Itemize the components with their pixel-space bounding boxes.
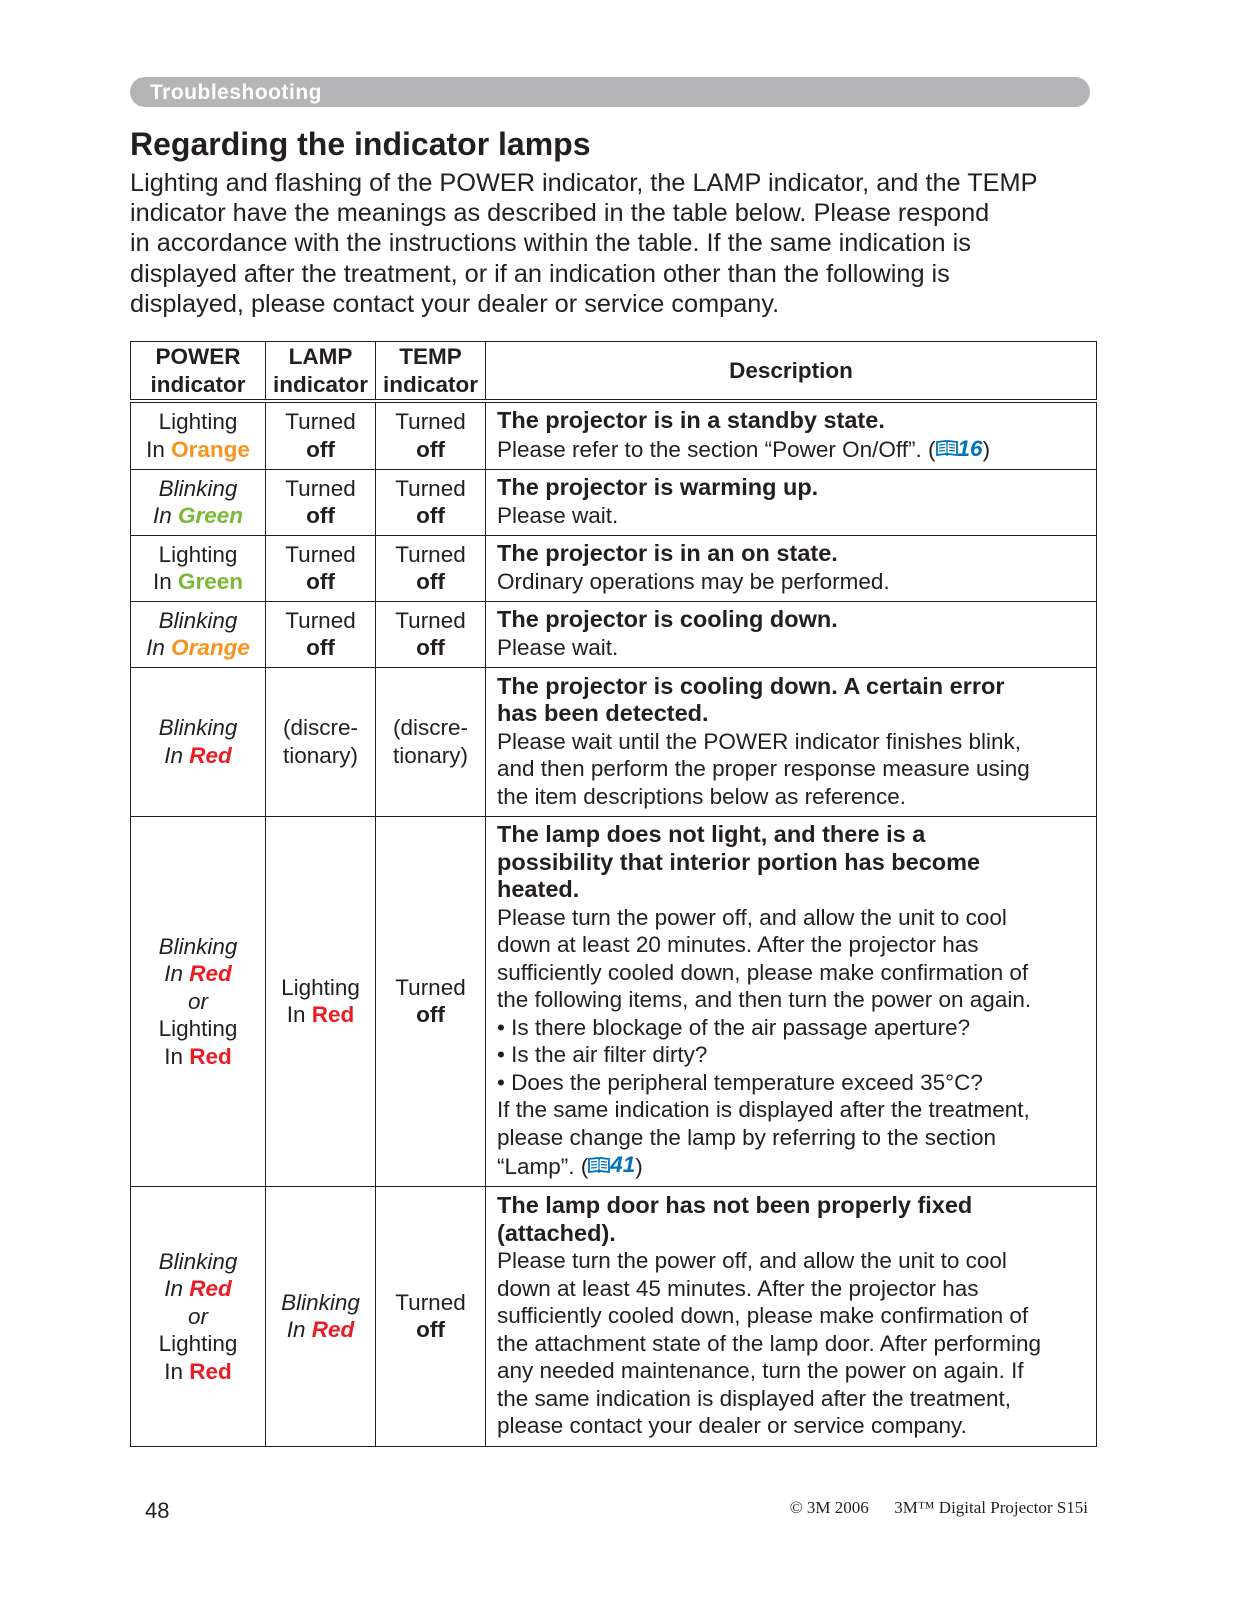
cell-text: off <box>306 569 335 595</box>
lamp-indicator-cell <box>266 1186 376 1446</box>
cell-text: In <box>164 1358 190 1384</box>
description-cell <box>486 816 1097 1186</box>
description-body-line <box>497 932 979 957</box>
power-indicator-cell <box>131 535 266 601</box>
intro-line: indicator have the meanings as described in the table below. Please respond <box>130 199 990 228</box>
cell-text: and then perform the proper response measure using <box>497 756 1030 781</box>
cell-text: Please wait. <box>497 634 619 660</box>
description-body-line <box>497 784 906 809</box>
cell-text: In <box>146 635 172 661</box>
table-row <box>131 816 1097 1186</box>
book-reference-icon <box>588 1156 610 1174</box>
cell-text: off <box>416 569 445 595</box>
description-body-line <box>497 437 990 462</box>
lamp-indicator-cell <box>266 401 376 469</box>
power-indicator-cell <box>131 469 266 535</box>
colored-text: Red <box>311 1002 355 1028</box>
cell-text: the same indication is displayed after the treatment, <box>497 1385 1012 1411</box>
cell-text: Turned <box>285 607 356 633</box>
cell-text: In <box>152 503 178 529</box>
description-body-line <box>497 1386 1011 1411</box>
cell-text: off <box>416 503 445 529</box>
footer-credits <box>790 1498 1088 1518</box>
section-label: Troubleshooting <box>150 81 322 104</box>
lamp-indicator-cell <box>266 469 376 535</box>
cell-text: down at least 45 minutes. After the projector has <box>497 1275 979 1301</box>
intro-line: Lighting and flashing of the POWER indicator, the LAMP indicator, and the TEMP <box>130 169 1038 197</box>
description-body-line <box>497 635 618 660</box>
description-body-line <box>497 1070 983 1095</box>
colored-text: Red <box>189 1043 232 1069</box>
description-body-line <box>497 729 1021 754</box>
intro-line: displayed, please contact your dealer or service company. <box>130 289 780 318</box>
cell-text: In <box>146 436 172 462</box>
cell-text: In <box>286 1002 312 1028</box>
cell-text: Please turn the power off, and allow the unit to cool <box>497 904 1007 930</box>
table-row <box>131 1186 1097 1446</box>
description-headline: The projector is cooling down. <box>497 606 838 633</box>
cell-text: Turned <box>395 974 466 1000</box>
colored-text: Orange <box>171 436 250 462</box>
cell-text: In <box>152 569 178 595</box>
description-body-line <box>497 1303 1028 1328</box>
header-temp <box>376 342 486 402</box>
cell-text: Blinking <box>158 1248 238 1274</box>
cell-text: Turned <box>285 409 356 435</box>
cell-text: Turned <box>395 409 466 435</box>
cell-text: off <box>306 503 335 529</box>
temp-indicator-cell <box>376 1186 486 1446</box>
description-body-line <box>497 960 1028 985</box>
table-row <box>131 667 1097 816</box>
copyright: © 3M 2006 <box>789 1498 869 1517</box>
cell-text: “Lamp”. ( <box>497 1153 589 1179</box>
cell-text: down at least 20 minutes. After the projector has <box>497 932 979 958</box>
cell-text: off <box>306 635 335 661</box>
cell-text: or <box>187 988 208 1014</box>
description-body-line <box>497 1248 1007 1273</box>
section-header-bar <box>130 77 1090 107</box>
header-power <box>131 342 266 402</box>
lamp-indicator-cell <box>266 667 376 816</box>
cell-text: ) <box>982 437 991 463</box>
temp-indicator-cell <box>376 816 486 1186</box>
power-indicator-cell <box>131 667 266 816</box>
table-row <box>131 401 1097 469</box>
description-body-line <box>497 987 1031 1012</box>
cell-text: off <box>416 436 445 462</box>
cell-text: off <box>416 635 445 661</box>
description-body-line <box>497 1331 1041 1356</box>
cell-text: Ordinary operations may be performed. <box>497 568 890 594</box>
description-headline: The lamp does not light, and there is a <box>497 821 926 848</box>
book-reference-icon <box>936 439 958 457</box>
cell-text: Blinking <box>281 1289 360 1315</box>
cell-text: • Is the air filter dirty? <box>497 1042 708 1068</box>
description-headline: The projector is in an on state. <box>497 540 838 567</box>
description-cell <box>486 1186 1097 1446</box>
header-power-line: POWER <box>155 344 241 369</box>
description-headline: The lamp door has not been properly fixed <box>497 1192 973 1218</box>
page-number: 48 <box>145 1498 170 1523</box>
cell-text: Lighting <box>158 1016 238 1041</box>
description-cell <box>486 667 1097 816</box>
description-body-line <box>497 1097 1030 1122</box>
cell-text: Please turn the power off, and allow the unit to cool <box>497 1248 1007 1273</box>
cell-text: • Is there blockage of the air passage aperture? <box>497 1014 971 1040</box>
cell-text: the attachment state of the lamp door. After performing <box>497 1330 1042 1356</box>
description-headline: (attached). <box>497 1219 616 1246</box>
cell-text: Turned <box>285 541 356 567</box>
cell-text: please contact your dealer or service company. <box>497 1413 967 1438</box>
reference-page-number: 41 <box>610 1152 636 1178</box>
temp-indicator-cell <box>376 469 486 535</box>
description-headline: heated. <box>497 876 580 903</box>
header-temp-line: TEMP <box>399 344 462 369</box>
cell-text: off <box>416 1317 445 1343</box>
description-body-line <box>497 905 1007 930</box>
page-reference <box>936 435 983 463</box>
power-indicator-cell <box>131 816 266 1186</box>
cell-text: sufficiently cooled down, please make confirmation of <box>497 959 1029 985</box>
intro-paragraph <box>130 168 1100 319</box>
intro-line: in accordance with the instructions within the table. If the same indication is <box>130 229 971 258</box>
description-cell <box>486 535 1097 601</box>
cell-text: off <box>416 1002 445 1028</box>
header-lamp <box>266 342 376 402</box>
colored-text: Red <box>189 1276 232 1301</box>
header-temp-line: indicator <box>382 371 478 397</box>
description-headline: The projector is warming up. <box>497 474 819 501</box>
description-body-line <box>497 503 618 528</box>
cell-text: Turned <box>285 475 356 501</box>
cell-text: In <box>164 742 190 768</box>
temp-indicator-cell <box>376 601 486 667</box>
lamp-indicator-cell <box>266 535 376 601</box>
cell-text: • Does the peripheral temperature exceed 35°C? <box>497 1069 983 1095</box>
cell-text: Blinking <box>158 933 238 959</box>
temp-indicator-cell <box>376 535 486 601</box>
colored-text: Red <box>311 1317 355 1343</box>
cell-text: tionary) <box>392 742 469 768</box>
cell-text: Please wait until the POWER indicator finishes blink, <box>497 728 1021 754</box>
colored-text: Red <box>189 742 232 768</box>
description-body-line <box>497 1015 970 1040</box>
description-cell <box>486 601 1097 667</box>
cell-text: or <box>187 1303 208 1329</box>
description-headline: The projector is cooling down. A certain error <box>497 672 1005 699</box>
description-cell <box>486 469 1097 535</box>
description-body-line <box>497 1276 979 1301</box>
cell-text: Turned <box>395 1289 466 1315</box>
colored-text: Green <box>178 569 244 595</box>
description-body-line <box>497 569 890 594</box>
table-row <box>131 601 1097 667</box>
header-lamp-line: indicator <box>272 371 368 397</box>
table-body <box>131 401 1097 1446</box>
description-headline: The projector is in a standby state. <box>497 407 885 433</box>
header-description: Description <box>486 342 1097 402</box>
temp-indicator-cell <box>376 401 486 469</box>
cell-text: ) <box>635 1153 643 1179</box>
cell-text: the following items, and then turn the power on again. <box>497 987 1032 1013</box>
cell-text: In <box>164 1276 190 1301</box>
power-indicator-cell <box>131 601 266 667</box>
page-title: Regarding the indicator lamps <box>130 126 591 162</box>
cell-text: Blinking <box>158 475 238 501</box>
cell-text: tionary) <box>282 742 359 768</box>
description-body-line <box>497 1154 643 1179</box>
description-body-line <box>497 756 1030 781</box>
cell-text: Turned <box>395 541 466 567</box>
cell-text: In <box>164 961 190 986</box>
description-cell <box>486 401 1097 469</box>
reference-page-number: 16 <box>957 435 983 461</box>
cell-text: off <box>306 436 335 462</box>
description-body-line <box>497 1358 1024 1383</box>
cell-text: sufficiently cooled down, please make confirmation of <box>497 1303 1029 1328</box>
cell-text: Please refer to the section “Power On/Off”. ( <box>497 437 936 463</box>
cell-text: (discre- <box>392 715 468 741</box>
cell-text: Turned <box>395 475 466 501</box>
header-power-line: indicator <box>150 371 246 397</box>
product-name: 3M™ Digital Projector S15i <box>894 1498 1088 1517</box>
colored-text: Red <box>189 961 232 986</box>
description-headline: has been detected. <box>497 700 709 726</box>
colored-text: Red <box>189 1358 232 1384</box>
cell-text: Lighting <box>158 1331 238 1356</box>
cell-text: Blinking <box>158 715 238 741</box>
cell-text: please change the lamp by referring to the section <box>497 1124 997 1150</box>
description-headline: possibility that interior portion has become <box>497 848 981 875</box>
cell-text: Please wait. <box>497 502 619 528</box>
cell-text: Lighting <box>158 409 238 435</box>
table-row <box>131 469 1097 535</box>
table-row <box>131 535 1097 601</box>
lamp-indicator-cell <box>266 816 376 1186</box>
cell-text: In <box>164 1043 190 1069</box>
cell-text: the item descriptions below as reference. <box>497 783 906 809</box>
cell-text: Lighting <box>158 541 238 567</box>
description-body-line <box>497 1125 996 1150</box>
cell-text: Blinking <box>158 607 238 633</box>
cell-text: If the same indication is displayed after the treatment, <box>497 1097 1030 1123</box>
table-header-row <box>131 342 1097 402</box>
description-body-line <box>497 1042 707 1067</box>
power-indicator-cell <box>131 1186 266 1446</box>
cell-text: Turned <box>395 607 466 633</box>
cell-text: any needed maintenance, turn the power on again. If <box>497 1358 1024 1383</box>
intro-line: displayed after the treatment, or if an indication other than the following is <box>130 259 950 288</box>
page-reference <box>588 1151 635 1179</box>
lamp-indicator-cell <box>266 601 376 667</box>
header-lamp-line: LAMP <box>288 344 353 369</box>
description-body-line <box>497 1413 967 1438</box>
power-indicator-cell <box>131 401 266 469</box>
colored-text: Green <box>178 503 244 529</box>
indicator-table <box>130 341 1097 1447</box>
colored-text: Orange <box>171 635 250 661</box>
cell-text: In <box>286 1317 312 1343</box>
cell-text: Lighting <box>281 974 360 1000</box>
temp-indicator-cell <box>376 667 486 816</box>
cell-text: (discre- <box>282 715 358 741</box>
